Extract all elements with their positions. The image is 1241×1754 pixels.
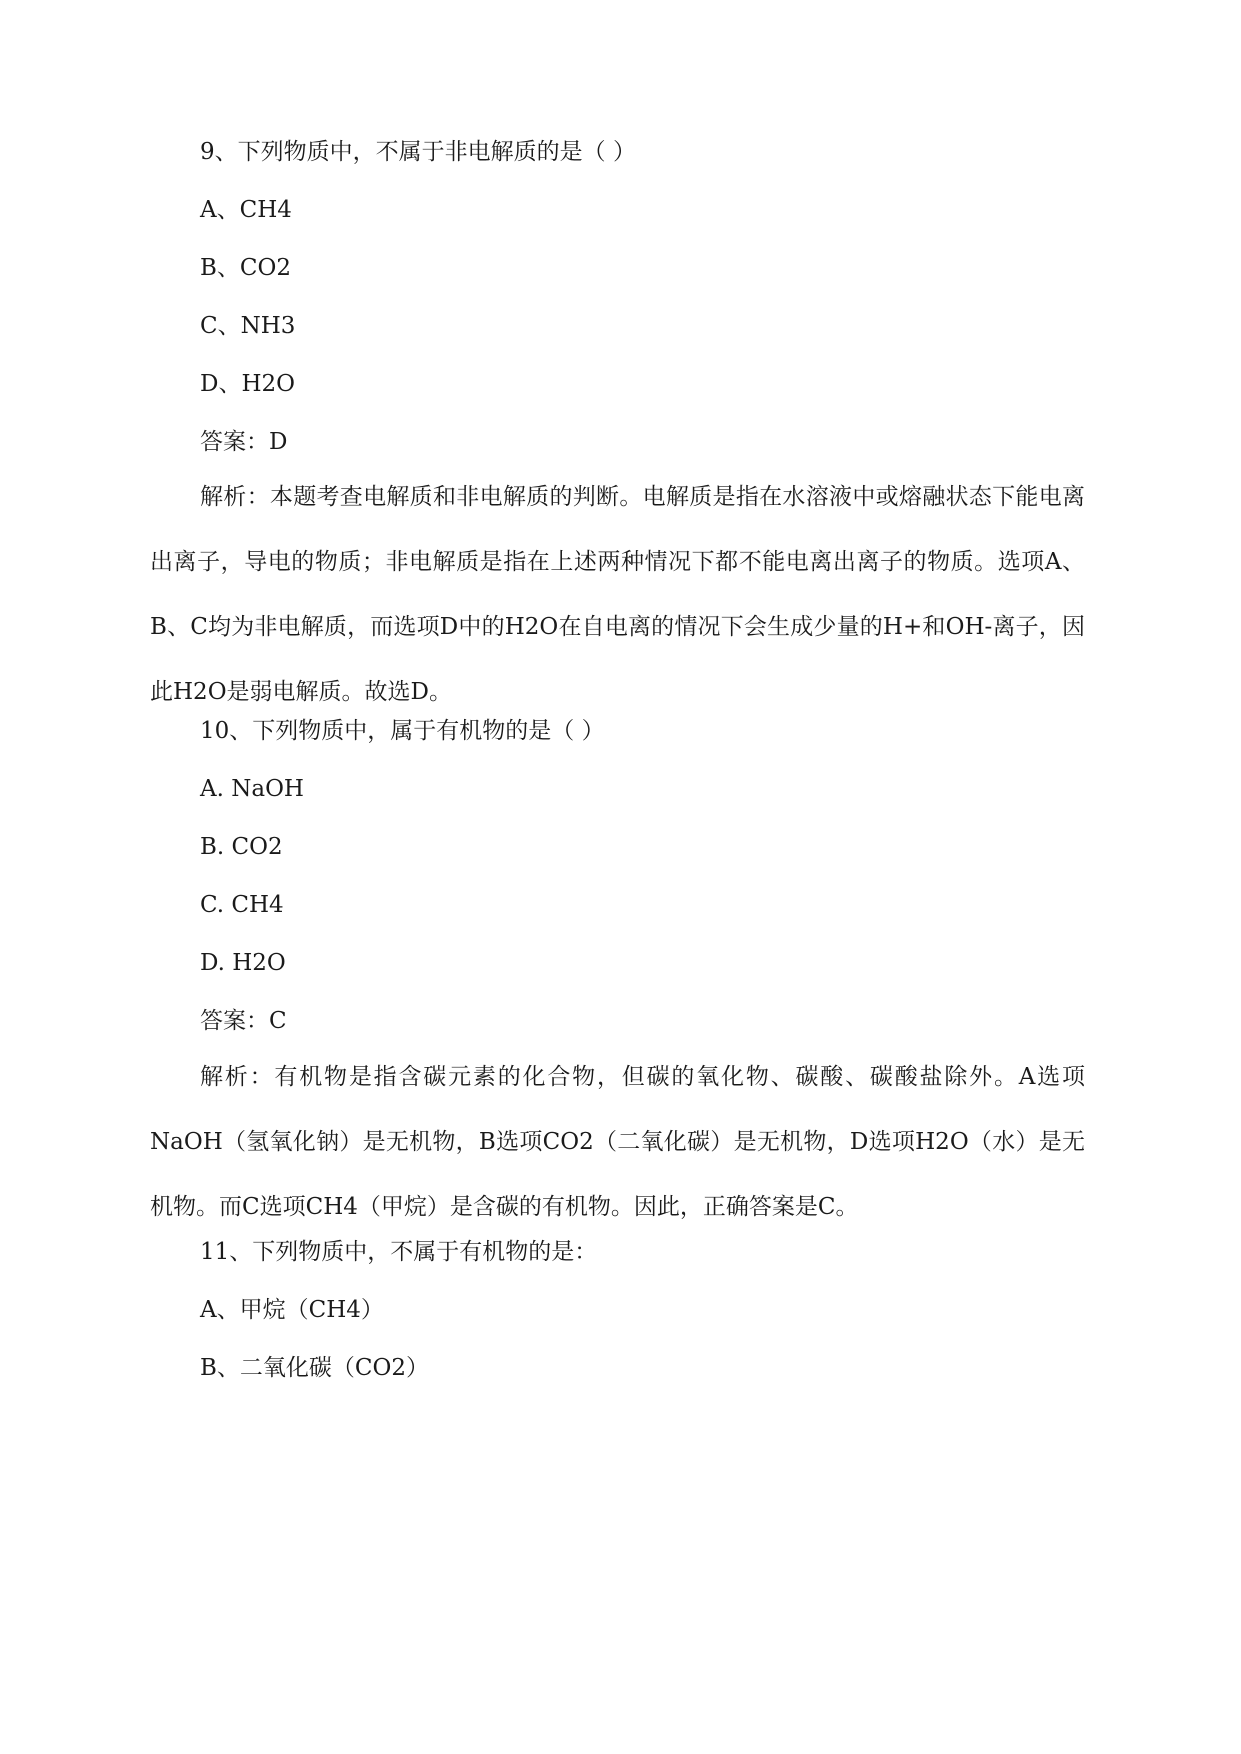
question-9-answer: 答案：D (200, 429, 288, 455)
question-9-option-c: C、NH3 (200, 313, 296, 339)
question-9-option-d: D、H2O (200, 371, 295, 397)
question-9-option-a: A、CH4 (200, 197, 292, 223)
question-9-option-b: B、CO2 (200, 255, 291, 281)
question-10-option-b: B. CO2 (200, 834, 283, 860)
question-10-answer: 答案：C (200, 1008, 287, 1034)
question-10-option-c: C. CH4 (200, 892, 284, 918)
question-10-option-d: D. H2O (200, 950, 286, 976)
question-9-stem: 9、下列物质中，不属于非电解质的是（ ） (200, 139, 636, 165)
question-11-option-b: B、二氧化碳（CO2） (200, 1355, 429, 1381)
question-11-option-a: A、甲烷（CH4） (200, 1297, 384, 1323)
question-10-analysis: 解析：有机物是指含碳元素的化合物，但碳的氧化物、碳酸、碳酸盐除外。A选项NaOH（氢氧化钠）是无机物，B选项CO2（二氧化碳）是无机物，D选项H2O（水）是无机物。而C选项CH4（甲烷）是含碳的有机物。因此，正确答案是C。 (150, 1064, 1085, 1220)
question-11-stem: 11、下列物质中，不属于有机物的是： (200, 1239, 598, 1265)
question-9-analysis: 解析：本题考查电解质和非电解质的判断。电解质是指在水溶液中或熔融状态下能电离出离子，导电的物质；非电解质是指在上述两种情况下都不能电离出离子的物质。选项A、B、C均为非电解质，而选项D中的H2O在自电离的情况下会生成少量的H+和OH-离子，因此H2O是弱电解质。故选D。 (150, 484, 1085, 705)
question-10-stem: 10、下列物质中，属于有机物的是（ ） (200, 718, 605, 744)
question-10-option-a: A. NaOH (200, 776, 304, 802)
